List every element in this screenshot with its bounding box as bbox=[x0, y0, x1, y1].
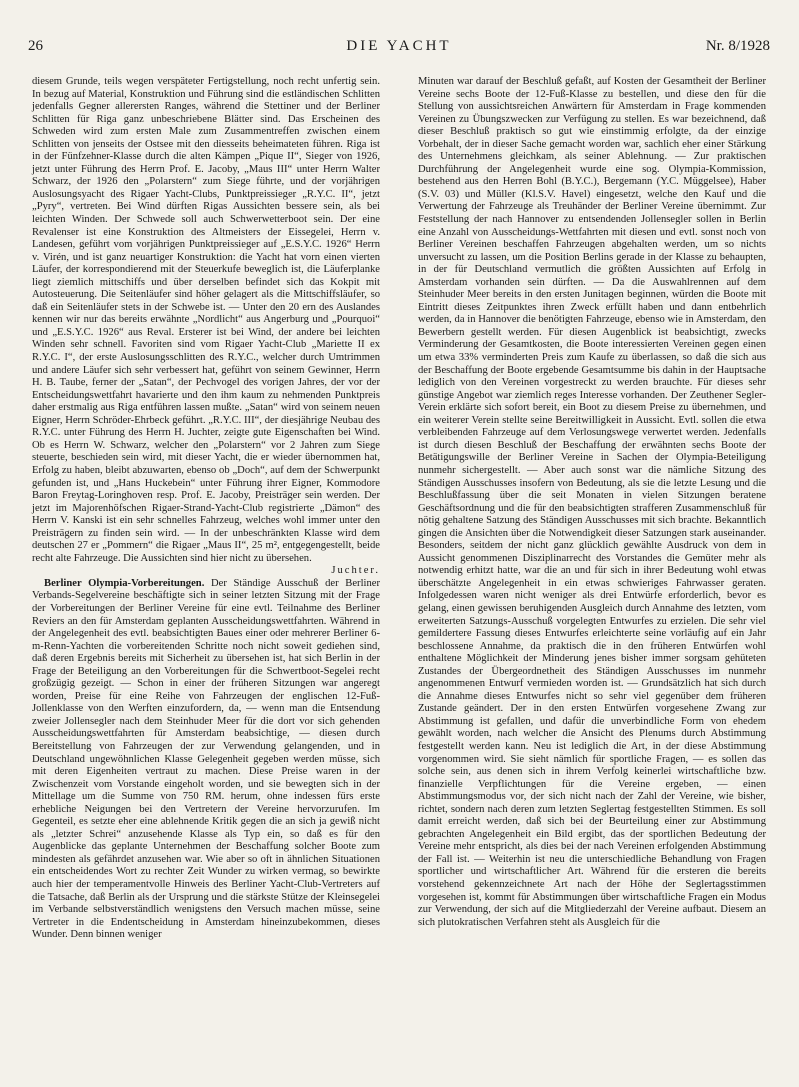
paragraph-text: Der Ständige Ausschuß der Berliner Verbands-Segelvereine beschäftigte sich in seiner letzten Sitzung mit der Frage der Vorbereitungen der Berliner Vereine für eine evtl. Teilnahme des Berliner Reviers an den für Amsterdam geplanten Ausscheidungswettfahrten. Während in der Angelegenheit des evtl. beabsichtigten Baues einer oder mehrerer Berliner 6-m-Renn-Yachten die vorbereitenden Schritte noch nicht soweit gediehen sind, daß deren Ergebnis bereits mit Sicherheit zu übersehen ist, hat sich Berlin in der Frage der Beteiligung an den Vorbereitungen für die Schwertboot-Segelei recht großzügig gezeigt. — Schon in einer der früheren Sitzungen war angeregt worden, Preise für eine Reihe von Fahrzeugen der englischen 12-Fuß-Jollenklasse von den Werften einzufordern, da, — wenn man die Entsendung zweier Jollensegler nach dem Steinhuder Meer für die dort vor sich gehenden Ausscheidungswettfahrten für Amsterdam beabsichtige, — diesen durch Bereitstellung von Fahrzeugen der zur Verwendung gelangenden, und in Deutschland ungewöhnlichen Klasse Gelegenheit gegeben werden müsse, sich mit deren Eigenheiten vertraut zu machen. Diese Preise waren in der Zwischenzeit vom Vorstande eingeholt worden, und sie bewegten sich in der Mittellage um die Summe von 750 RM. herum, ohne indessen fürs erste erhebliche Neigungen bei den Vertretern der Vereine hervorzurufen. Im Gegenteil, es setzte eher eine ablehnende Kritik gegen die an sich ja gewiß nicht als „letzter Schrei“ anzusehende Klasse als Typ ein, so daß es für den Augenblicke das geplante Unternehmen der Beschaffung solcher Boote zum mindesten als gefährdet anzusehen war. Wie aber so oft in ähnlichen Situationen ein entscheidendes Wort zu rechter Zeit Wunder zu wirken vermag, so bewirkte auch hier der temperamentvolle Hinweis des Berliner Yacht-Club-Vertreters auf die Tatsache, daß Berlin als der Ursprung und die stärkste Stütze der Kleinsegelei im Verbande selbstverständlich wenigstens den Versuch machen müsse, seine Vertreter in die Endentscheidung in Amsterdam hineinzubekommen, dieses Wunder. Denn binnen weniger bbox=[32, 577, 380, 941]
issue-number: Nr. 8/1928 bbox=[705, 38, 770, 54]
journal-title: DIE YACHT bbox=[346, 38, 452, 54]
page-header bbox=[28, 38, 770, 60]
article-paragraph bbox=[32, 578, 380, 942]
left-column bbox=[32, 76, 380, 942]
right-column bbox=[418, 76, 766, 929]
paragraph-text: diesem Grunde, teils wegen verspäteter Fertigstellung, noch recht unfertig sein. In bezug auf Material, Konstruktion und Führung sind die estländischen Schlitten jedenfalls Gegner allerersten Ranges, während die Stettiner und der Berliner Schlitten für Riga ganz unbeschriebene Blätter sind. Das Erscheinen des Schweden wird zum ersten Male zum Zusammentreffen zwischen einem Schlitten von jenseits der Ostsee mit den diesseits beheimateten führen. Riga ist in der Fünfzehner-Klasse durch die alten Kämpen „Pique II“, Sieger von 1926, jetzt unter Führung des Herrn Prof. E. Jacoby, „Maus III“ unter Herrn Walter Schwarz, der 1926 den „Polarstern“ zum Siege führte, und der vorjährigen Auslosungsyacht des Rigaer Yacht-Clubs, Punktpreissieger „R.Y.C. II“, jetzt „Pyry“, vertreten. Bei Wind dürften Rigas Aussichten bessere sein, als bei leichten Winden. Der Schwede soll auch Schwerwetterboot sein. Der eine Revalenser ist eine Konstruktion des Altmeisters der Eissegelei, Herrn v. Landesen, geführt vom vorjährigen Punktpreissieger auf „E.S.Y.C. 1926“ Herrn v. Virén, und ist ganz neuartiger Konstruktion: die Yacht hat vorn einen vierten Läufer, der korrespondierend mit der Steuerkufe beweglich ist, die Läuferplanke liegt ziemlich mittschiffs und über derselben befindet sich das Kokpit mit Autosteuerung. Die Seitenläufer sind höher gelagert als die Mittschiffsläufer, so daß ein Seitenläufer stets in der Schwebe ist. — Unter den 20 ern des Auslandes kennen wir nur das bereits erwähnte „Nordlicht“ aus Angerburg und „Pourquoi“ und „E.S.Y.C. 1926“ aus Reval. Ersterer ist bei Wind, der andere bei leichten Winden sehr schnell. Favoriten sind vom Rigaer Yacht-Club „Mariette II ex R.Y.C. I“, der erste Auslosungsschlitten des R.Y.C., welcher durch Umtrimmen und andere Läufer sich sehr verbessert hat, geführt von seinem Gewinner, Herrn H. B. Taube, ferner der „Satan“, der Pechvogel des vorigen Jahres, der vor der Entscheidungswettfahrt havarierte und den ihm kaum zu nehmenden Punktpreis daher erstmalig aus Riga entführen lassen mußte. „Satan“ wird von seinem neuen Eigner, Herrn Schröder-Ehrbeck geführt. „R.Y.C. III“, der diesjährige Neubau des R.Y.C. unter Führung des Herrn H. Juchter, zeigte gute Eigenschaften bei Wind. Ob es Herrn W. Schwarz, welcher den „Polarstern“ vor 2 Jahren zum Siege steuerte, beschieden sein wird, mit dieser Yacht, die er wieder übernommen hat, Erfolg zu haben, bleibt abzuwarten, ebenso ob „Doch“, auf dem der Schwerpunkt gefunden ist, und „Hans Huckebein“ unter Führung ihrer Eigner, Kommodore Baron Freytag-Loringhoven resp. Prof. E. Jacoby, Preisträger sein werden. Der jetzt im Majorenhöfschen Rigaer-Strand-Yacht-Club registrierte „Dämon“ des Herrn V. Kanski ist ein sehr schnelles Fahrzeug, welches wohl immer unter den Preisträgern zu finden sein wird. — In der unbeschränkten Klasse wird dem deutschen 27 er „Pommern“ die Rigaer „Maus II“, 25 m², entgegengestellt, beide recht alte Fahrzeuge. Die Aussichten sind hier nicht zu übersehen. bbox=[32, 76, 380, 564]
section-heading: Berliner Olympia-Vorbereitungen. bbox=[44, 577, 205, 589]
page-number: 26 bbox=[28, 38, 43, 54]
article-paragraph: Minuten war darauf der Beschluß gefaßt, auf Kosten der Gesamtheit der Berliner Vereine sechs Boote der 12-Fuß-Klasse zu bestellen, und diese den für die Stellung von aussichtsreichen Anwärtern für Amsterdam in Frage kommenden Vereinen zu Übungszwecken zur Verfügung zu stellen. Es war bezeichnend, daß dieser Beschluß praktisch so gut wie einstimmig erfolgte, da der einzige Vorbehalt, der in dieser Sache gemacht worden war, sachlich eher einer Stärkung des Unternehmens gleichkam, als seiner Ablehnung. — Zur praktischen Durchführung der Angelegenheit wurde eine sog. Olympia-Kommission, bestehend aus den Herren Bohl (B.Y.C.), Bergemann (Y.C. Müggelsee), Haber (S.V. 03) und Müller (Kl.S.V. Havel) eingesetzt, welche den Kauf und die Verwertung der Fahrzeuge als Treuhänder der Berliner Vereine übernimmt. Zur Feststellung der nach Hannover zu entsendenden Jollensegler sollen in Berlin eine Anzahl von Ausscheidungs-Wettfahrten mit diesen und evtl. sonst noch von Berliner Vereinen beschaffen Fahrzeugen abgehalten werden, um so nichts unversucht zu lassen, um die Position Berlins gerade in der Klasse zu behaupten, in der für Deutschland vermutlich die größten Aussichten auf Erfolg in Amsterdam vorhanden sein dürften. — Da die Auswahlrennen auf dem Steinhuder Meer bereits in den ersten Junitagen beginnen, würden die Boote mit Eintritt dieses Zeitpunktes ihren Zweck erfüllt haben und dann entbehrlich werden, da in Hannover die benötigten Fahrzeuge, ebenso wie in Amsterdam, den Bewerbern gestellt werden. Für diesen Augenblick ist beabsichtigt, zwecks Verminderung der Gesamtkosten, die Boote interessierten Vereinen gegen einen um etwa 33% verminderten Preis zum Kaufe zu überlassen, so daß die sich aus der Beschaffung der Boote ergebende Gesamtsumme bis dahin in der Hauptsache lediglich von den Vereinen vorgestreckt zu werden brauchte. Für dieses sehr günstige Angebot war ziemlich reges Interesse vorhanden. Der Zeuthener Segler-Verein erklärte sich sofort bereit, ein Boot zu diesem Preise zu übernehmen, und ein weiterer Verein stellte seine Bereitwilligkeit in Aussicht. Evtl. sollen die etwa verbleibenden Fahrzeuge auf dem Verlosungswege verwertet werden. Jedenfalls ist durch diesen Beschluß der Beschaffung der erwähnten sechs Boote der Betätigungswille der Berliner Vereine in Sachen der Olympia-Beteiligung nunmehr sichergestellt. — Aber auch sonst war die nämliche Sitzung des Ständigen Ausschusses insofern von Bedeutung, als sie die letzte Lesung und die Beschlußfassung über die seit Monaten in vielen Sitzungen beratene Geschäftsordnung und die für den beabsichtigten strafferen Zusammenschluß für nötig gehaltene Satzung des Ständigen Ausschusses mit sich brachte. Bekanntlich gingen die Ansichten über die Notwendigkeit dieser Satzungen stark auseinander. Besonders, seitdem der nicht ganz glücklich gewählte Ausdruck von dem in Aussicht genommenen Disziplinarrecht des Vorstandes die Gemüter mehr als notwendig erhitzt hatte, war die an und für sich in ihrer Bedeutung wohl etwas überschätzte Angelegenheit in ein etwas schwieriges Fahrwasser geraten. Infolgedessen waren nicht weniger als drei Entwürfe erforderlich, bevor es gelang, einen gewissen beruhigenden Ausgleich durch Annahme des letzten, vom erweiterten Satzungs-Ausschuß vorgelegten Entwurfes zu erzielen. Die sehr viel gemildertere Fassung dieses Entwurfes erleichterte seine vorläufig auf ein Jahr beschlossene Annahme, da praktisch die in den früheren Entwürfen wohl enthaltene Möglichkeit der Minderung jenes bisher immer sorgsam gehüteten Zustandes der Übergeordnetheit des Ständigen Ausschusses im nunmehr angenommenen Entwurf vermieden worden ist. — Grundsätzlich hat sich durch die Annahme dieses Entwurfes nicht so sehr viel gegenüber dem früheren Zustande geändert. Der in den ersten Entwürfen vorgesehene Zwang zur Abstimmung ist gefallen, und dafür die unverbindliche Form von ehedem gewählt worden, nach welcher die Ansicht des Plenums durch Abstimmung festgestellt werden kann. Neu ist lediglich die Art, in der diese Abstimmung vorgenommen wird. Sie sieht nämlich für sportliche Fragen, — es sollen das solche sein, aus denen sich in ihrem Verfolg keinerlei wirtschaftliche bzw. finanzielle Verpflichtungen für die Vereine ergeben, — einen Abstimmungsmodus vor, der sich nicht nach der Zahl der Vereine, wie bisher, richtet, sondern nach deren zum letzten Seglertag festgestellten Stimmen. Es soll damit erreicht werden, daß sich bei der Beurteilung einer zur Abstimmung gebrachten Angelegenheit ein Bild ergibt, das der sportlichen Bedeutung der Vereine mehr entspricht, als dies bei der nach Vereinen erfolgenden Abstimmung der Fall ist. — Weiterhin ist neu die unterschiedliche Behandlung von Fragen sportlicher und wirtschaftlicher Art. Während für die ersteren die bereits vorstehend gekennzeichnete Art nach der Höhe der Seglertagsstimmen vorgesehen ist, kommt für Abstimmungen über wirtschaftliche Fragen ein Modus zur Verwendung, der sich auf die Mitgliederzahl der Vereine aufbaut. Diesem an sich plutokratischen Verfahren steht als Ausgleich für die bbox=[418, 76, 766, 928]
article-paragraph bbox=[32, 76, 380, 578]
author-signature: Juchter. bbox=[331, 565, 380, 577]
